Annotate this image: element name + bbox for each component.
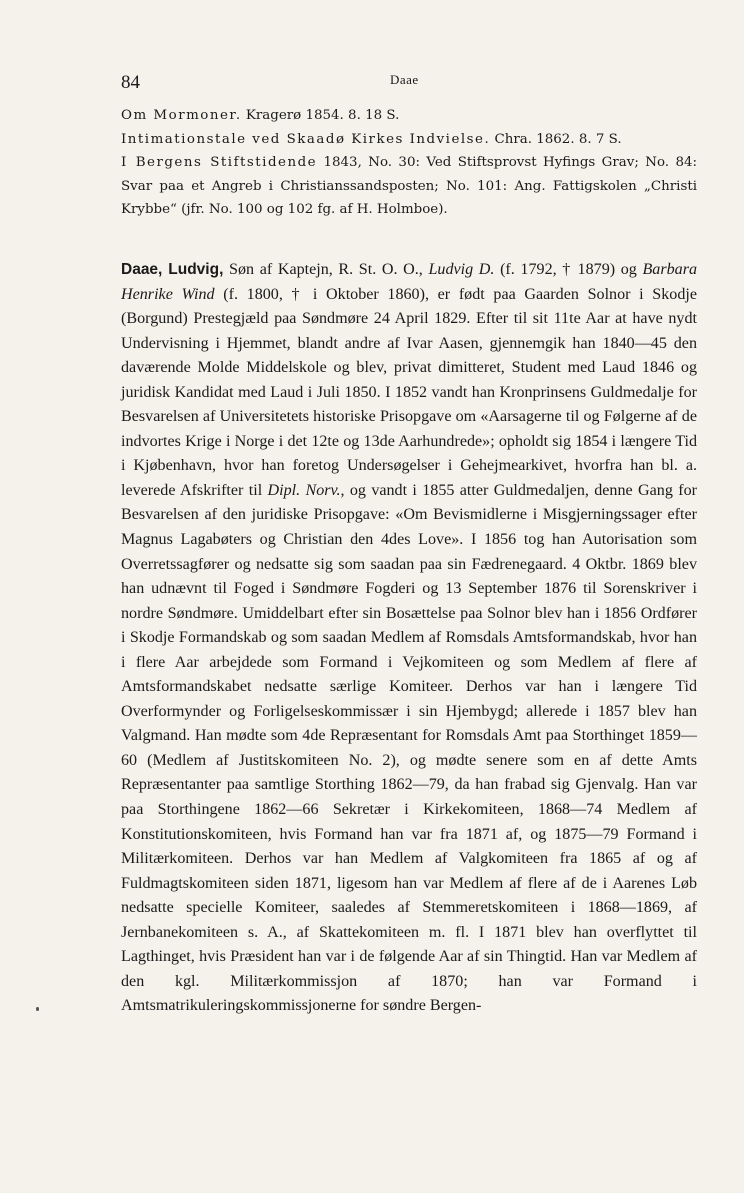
reference-title: Om Mormoner. — [121, 108, 242, 123]
entry-text: (f. 1800, † i Oktober 1860), er født paa Gaarden Solnor i Skodje (Borgund) Prestegjæld paa Søndmøre 24 April 1829. Efter til sit 11te Aar at have nydt Undervisning i Hjemmet, blandt andre af Ivar Aasen, gjennemgik han 1840—45 den daværende Molde Middelskole og blev, privat dimitteret, Student med Laud 1846 og juridisk Kandidat med Laud i Juli 1850. I 1852 vandt han Kronprinsens Guldmedalje for Besvarelsen af Universitetets historiske Prisopgave om «Aarsagerne til og Følgerne af de indvortes Krige i Norge i det 12te og 13de Aarhundrede»; opholdt sig 1854 i længere Tid i Kjøbenhavn, hvor han foretog Undersøgelser i Gehejmearkivet, hvorfra han bl. a. leverede Afskrifter til — [121, 285, 697, 499]
reference-title: I Bergens Stiftstidende — [121, 155, 318, 170]
page-number: 84 — [121, 72, 140, 93]
biography-entry — [121, 258, 697, 1019]
running-head: Daae — [390, 72, 419, 87]
entry-text: (f. 1792, † 1879) og — [494, 261, 643, 278]
entry-text-italic: Dipl. Norv. — [267, 481, 341, 499]
entry-text: Søn af Kaptejn, R. St. O. O., — [223, 261, 429, 278]
entry-paragraph — [121, 258, 697, 1019]
reference-title: Intimationstale ved Skaadø Kirkes Indvielse. — [121, 131, 491, 147]
reference-details: Chra. 1862. 8. 7 S. — [490, 131, 622, 147]
reference-details: Kragerø 1854. 8. 18 S. — [241, 108, 400, 123]
reference-item — [121, 104, 697, 128]
entry-name: Daae, Ludvig, — [121, 261, 224, 278]
entry-text: , og vandt i 1855 atter Guldmedaljen, denne Gang for Besvarelsen af den juridiske Prisopgave: «Om Bevismidlerne i Misgjerningssager efter Magnus Lagabøters og Christian den 4des Love». I 1856 tog han Autorisation som Overretssagfører og nedsatte sig som saadan paa sin Fædrenegaard. 4 Oktbr. 1869 blev han udnævnt til Foged i Søndmøre Fogderi og 13 September 1876 til Sorenskriver i nordre Søndmøre. Umiddelbart efter sin Bosættelse paa Solnor blev han i 1856 Ordfører i Skodje Formandskab og som saadan Medlem af Romsdals Amtsformandskab, hvor han i flere Aar arbejdede som Formand i Vejkomiteen og som Medlem af flere af Amtsformandskabet nedsatte særlige Komiteer. Derhos var han i længere Tid Overformynder og Forligelseskommissær i sin Hjembygd; allerede i 1857 blev han Valgmand. Han mødte som 4de Repræsentant for Romsdals Amt paa Storthinget 1859—60 (Medlem af Justitskomiteen No. 2), og mødte senere som en af dette Amts Repræsentanter paa samtlige Storthing 1862—79, da han frabad sig Gjenvalg. Han var paa Storthingene 1862—66 Sekretær i Kirkekomiteen, 1868—74 Medlem af Konstitutionskomiteen, hvis Formand han var fra 1871 af, og 1875—79 Formand i Militærkomiteen. Derhos var han Medlem af Valgkomiteen fra 1865 af og af Fuldmagtskomiteen siden 1871, ligesom han var Medlem af flere af de i Aarenes Løb nedsatte specielle Komiteer, saaledes af Stemmeretskomiteen i 1868—1869, af Jernbanekomiteen s. A., af Skattekomiteen m. fl. I 1871 blev han overflyttet til Lagthinget, hvis Præsident han var i de følgende Aar af sin Thingtid. Han var Medlem af den kgl. Militærkommissjon af 1870; han var Formand i Amtsmatrikuleringskommissjonerne for søndre Bergen- — [121, 481, 697, 1015]
entry-text-italic: Ludvig D. — [428, 261, 495, 278]
bibliography-references — [121, 104, 697, 222]
reference-item — [121, 128, 697, 152]
entry-text-italic: Barbara Henrike Wind — [121, 261, 697, 303]
reference-item — [121, 151, 697, 222]
reference-details: 1843, No. 30: Ved Stiftsprovst Hyfings Grav; No. 84: Svar paa et Angreb i Christianssandsposten; No. 101: Ang. Fattigskolen „Christi Krybbe“ (jfr. No. 100 og 102 fg. af H. Holmboe). — [121, 155, 697, 217]
margin-mark — [36, 1007, 39, 1011]
